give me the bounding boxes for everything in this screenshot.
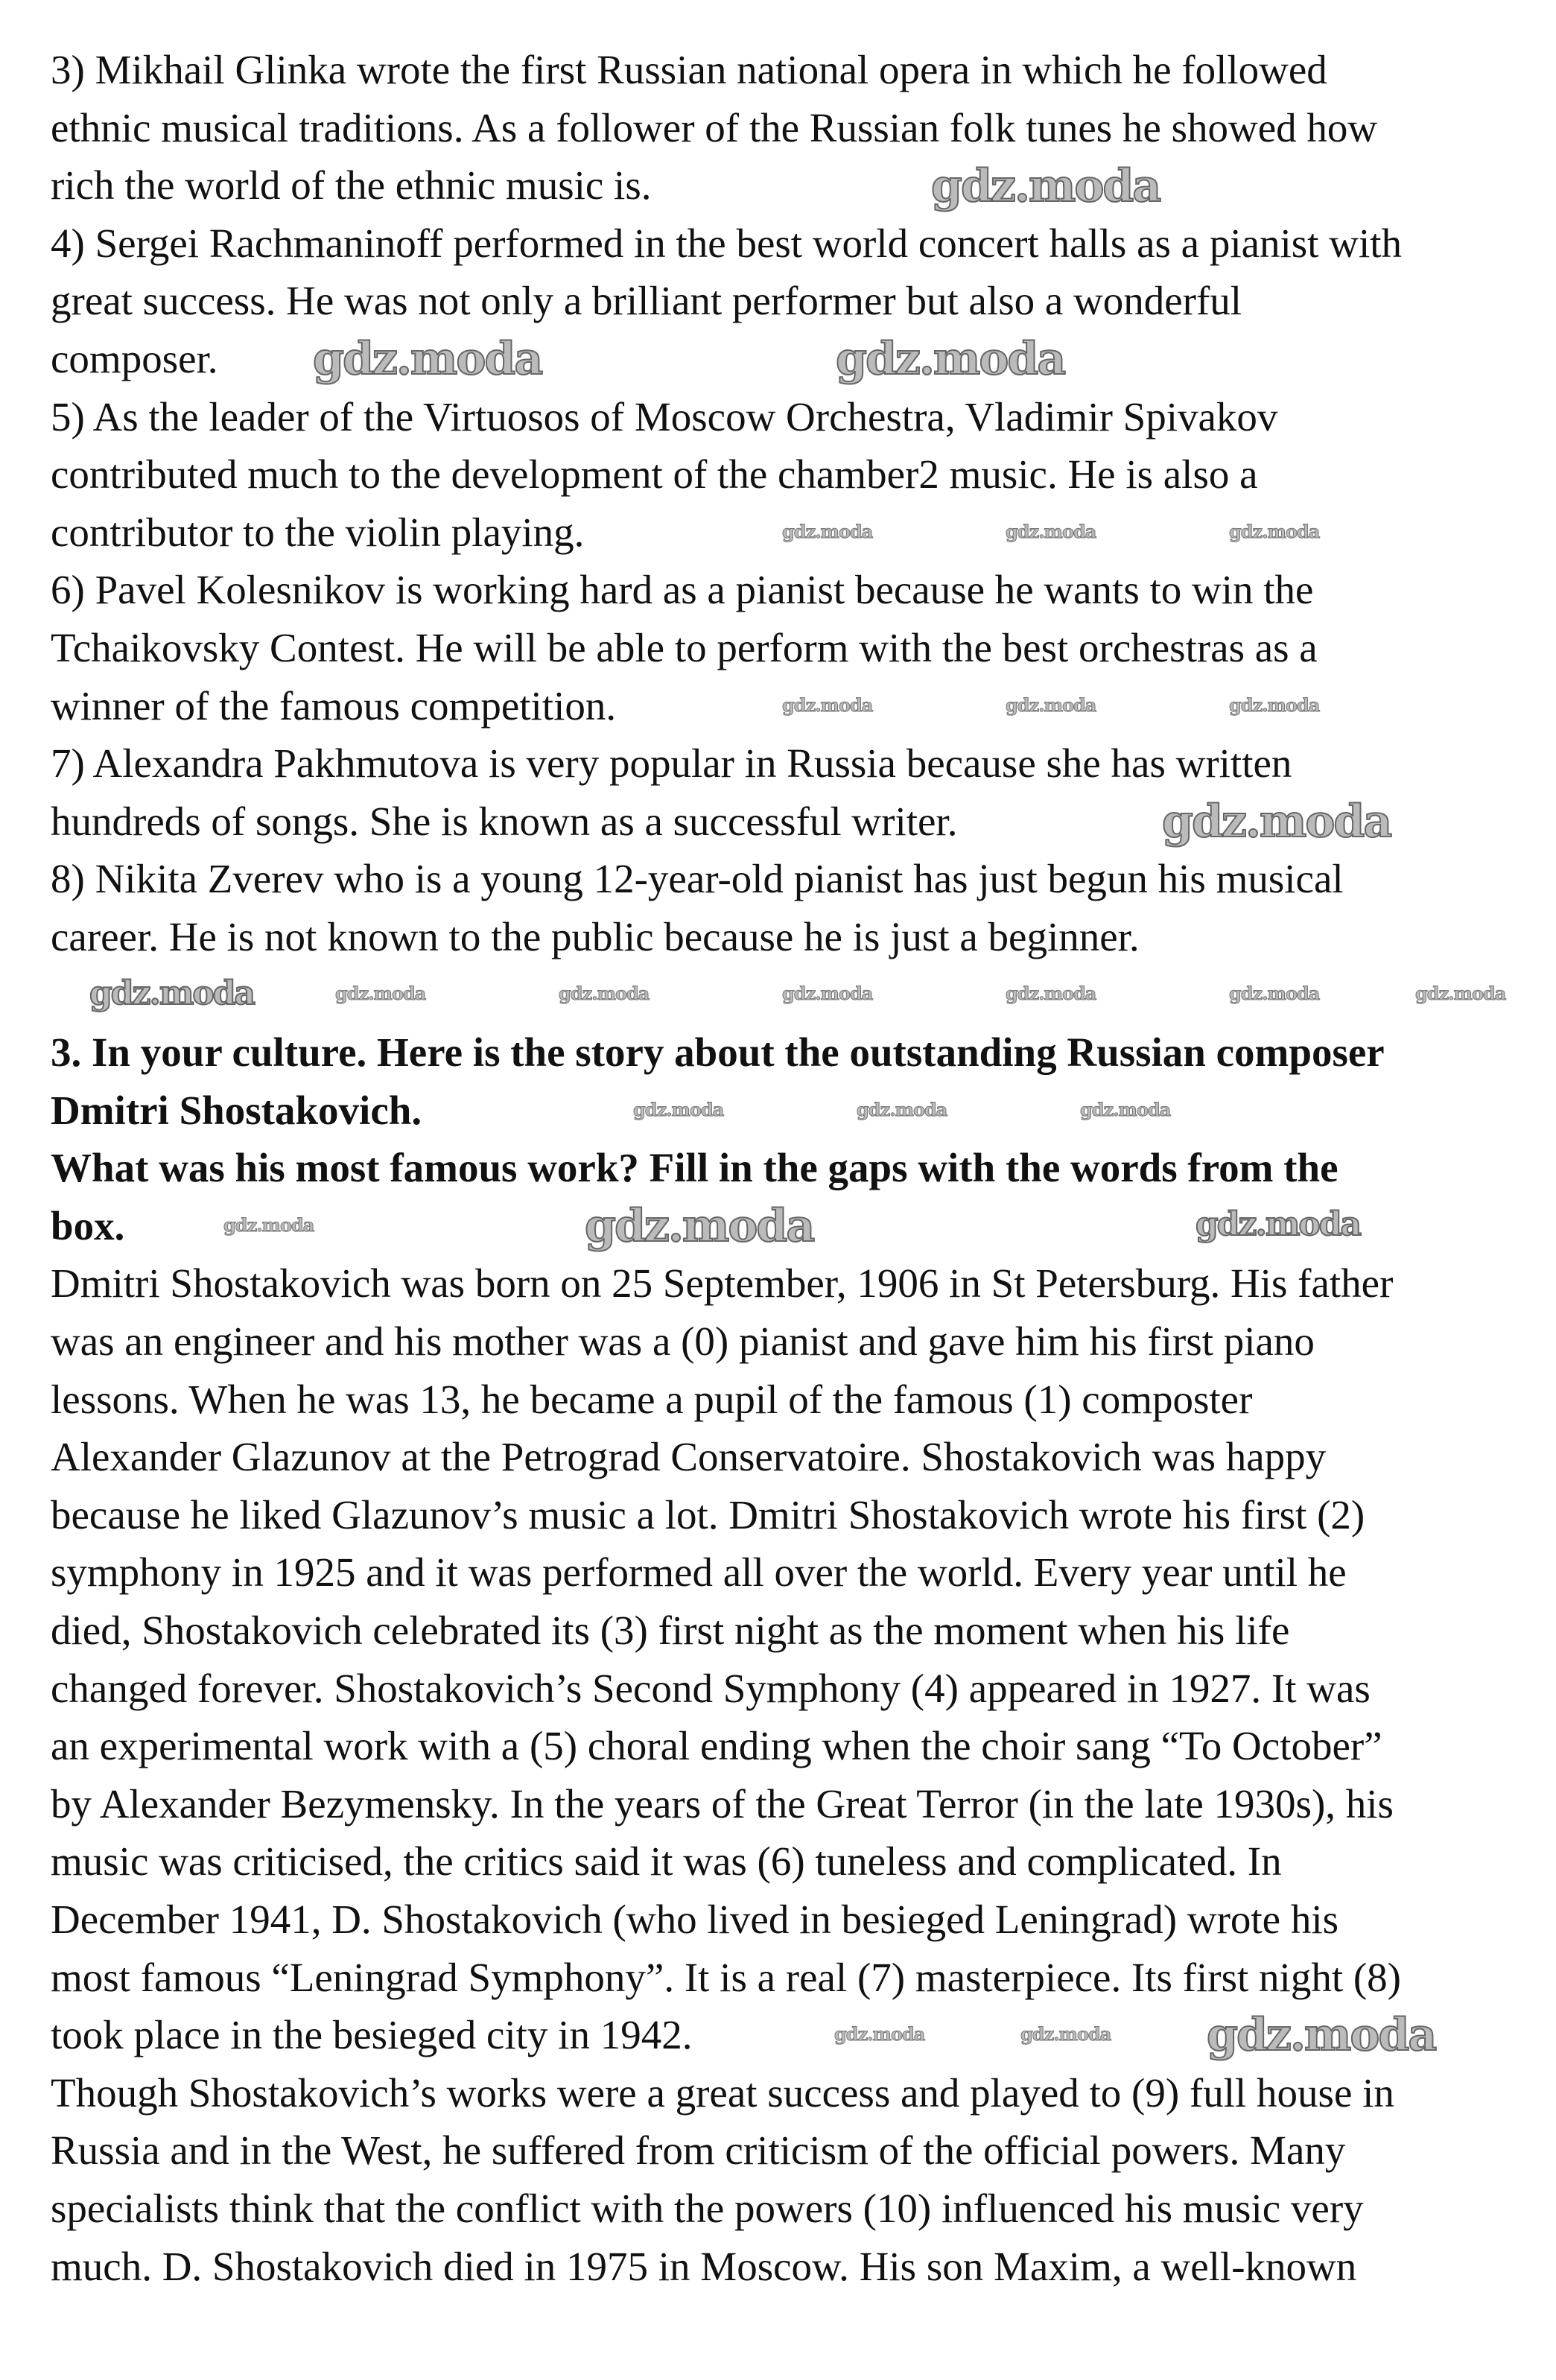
watermark: gdz.moda (1195, 1205, 1361, 1243)
text-line: Tchaikovsky Contest. He will be able to perform with the best orchestras as a (51, 624, 1318, 670)
watermark: gdz.moda (313, 333, 542, 385)
text-line: Dmitri Shostakovich was born on 25 September, 1906 in St Petersburg. His father (51, 1260, 1394, 1307)
text-line: contributed much to the development of the chamber2 music. He is also a (51, 451, 1258, 498)
text-line: by Alexander Bezymensky. In the years of the Great Terror (in the late 1930s), his (51, 1780, 1394, 1827)
text-line: contributor to the violin playing. (51, 509, 585, 555)
watermark: gdz.moda (585, 1200, 814, 1252)
text-line: symphony in 1925 and it was performed all over the world. Every year until he (51, 1549, 1347, 1596)
watermark: gdz.moda (89, 974, 255, 1012)
watermark: gdz.moda (782, 694, 873, 716)
watermark: gdz.moda (335, 983, 426, 1004)
text-line: Alexander Glazunov at the Petrograd Conservatoire. Shostakovich was happy (51, 1434, 1327, 1480)
text-line: 4) Sergei Rachmaninoff performed in the best world concert halls as a pianist with (51, 220, 1403, 266)
text-line: December 1941, D. Shostakovich (who lived in besieged Leningrad) wrote his (51, 1897, 1339, 1942)
watermark: gdz.moda (1006, 521, 1096, 542)
watermark: gdz.moda (857, 1099, 947, 1120)
text-line: hundreds of songs. She is known as a successful writer. (51, 798, 958, 844)
heading-line: What was his most famous work? Fill in the gaps with the words from the (51, 1145, 1339, 1191)
text-line: because he liked Glazunov’s music a lot. Dmitri Shostakovich wrote his first (2) (51, 1491, 1365, 1538)
watermark: gdz.moda (782, 983, 873, 1004)
text-line: 5) As the leader of the Virtuosos of Moscow Orchestra, Vladimir Spivakov (51, 393, 1278, 439)
text-line: specialists think that the conflict with the powers (10) influenced his music very (51, 2185, 1364, 2231)
watermark: gdz.moda (1229, 983, 1320, 1004)
watermark: gdz.moda (1080, 1099, 1171, 1120)
watermark: gdz.moda (559, 983, 650, 1004)
text-line: great success. He was not only a brilliant performer but also a wonderful (51, 278, 1242, 324)
text-line: 6) Pavel Kolesnikov is working hard as a pianist because he wants to win the (51, 567, 1314, 613)
text-line: most famous “Leningrad Symphony”. It is a real (7) masterpiece. Its first night (8) (51, 1954, 1401, 2000)
watermark: gdz.moda (1006, 983, 1096, 1004)
text-line: Though Shostakovich’s works were a great success and played to (9) full house in (51, 2069, 1394, 2116)
text-line: 7) Alexandra Pakhmutova is very popular in Russia because she has written (51, 740, 1292, 787)
text-line: changed forever. Shostakovich’s Second Symphony (4) appeared in 1927. It was (51, 1665, 1371, 1711)
text-line: rich the world of the ethnic music is. (51, 162, 652, 209)
document-page (51, 41, 1526, 2295)
task-3-heading (51, 1024, 1526, 1254)
heading-line: Dmitri Shostakovich. (51, 1087, 422, 1133)
text-line: Russia and in the West, he suffered from criticism of the official powers. Many (51, 2127, 1346, 2174)
watermark: gdz.moda (223, 1214, 314, 1236)
watermark: gdz.moda (633, 1099, 724, 1120)
text-line: composer. (51, 335, 218, 381)
story-text (51, 1254, 1526, 2295)
text-line: an experimental work with a (5) choral ending when the choir sang “To October” (51, 1723, 1382, 1769)
text-line: much. D. Shostakovich died in 1975 in Moscow. His son Maxim, a well-known (51, 2243, 1357, 2289)
heading-line: 3. In your culture. Here is the story about the outstanding Russian composer (51, 1029, 1385, 1076)
text-line: career. He is not known to the public because he is just a beginner. (51, 913, 1140, 959)
text-line: ethnic musical traditions. As a follower of the Russian folk tunes he showed how (51, 104, 1378, 150)
text-line: lessons. When he was 13, he became a pupil of the famous (1) composter (51, 1376, 1253, 1422)
text-line: took place in the besieged city in 1942. (51, 2012, 693, 2058)
watermark: gdz.moda (1020, 2023, 1111, 2045)
watermark: gdz.moda (1229, 521, 1320, 542)
watermark: gdz.moda (834, 2023, 925, 2045)
text-line: winner of the famous competition. (51, 682, 617, 729)
heading-line: box. (51, 1202, 125, 1248)
text-line: was an engineer and his mother was a (0) pianist and gave him his first piano (51, 1318, 1315, 1365)
watermark: gdz.moda (931, 160, 1160, 212)
text-line: 8) Nikita Zverev who is a young 12-year-old pianist has just begun his musical (51, 856, 1344, 902)
text-line: music was criticised, the critics said it was (6) tuneless and complicated. In (51, 1838, 1282, 1885)
watermark: gdz.moda (1229, 694, 1320, 716)
text-line: 3) Mikhail Glinka wrote the first Russian national opera in which he followed (51, 47, 1327, 92)
watermark: gdz.moda (1162, 796, 1391, 848)
watermark: gdz.moda (1006, 694, 1096, 716)
watermark: gdz.moda (836, 333, 1065, 385)
watermark: gdz.moda (1415, 983, 1506, 1004)
text-line: died, Shostakovich celebrated its (3) first night as the moment when his life (51, 1608, 1290, 1654)
watermark: gdz.moda (782, 521, 873, 542)
watermark: gdz.moda (1207, 2009, 1436, 2061)
section-2-answers (51, 41, 1526, 966)
spacer (51, 966, 1526, 1024)
